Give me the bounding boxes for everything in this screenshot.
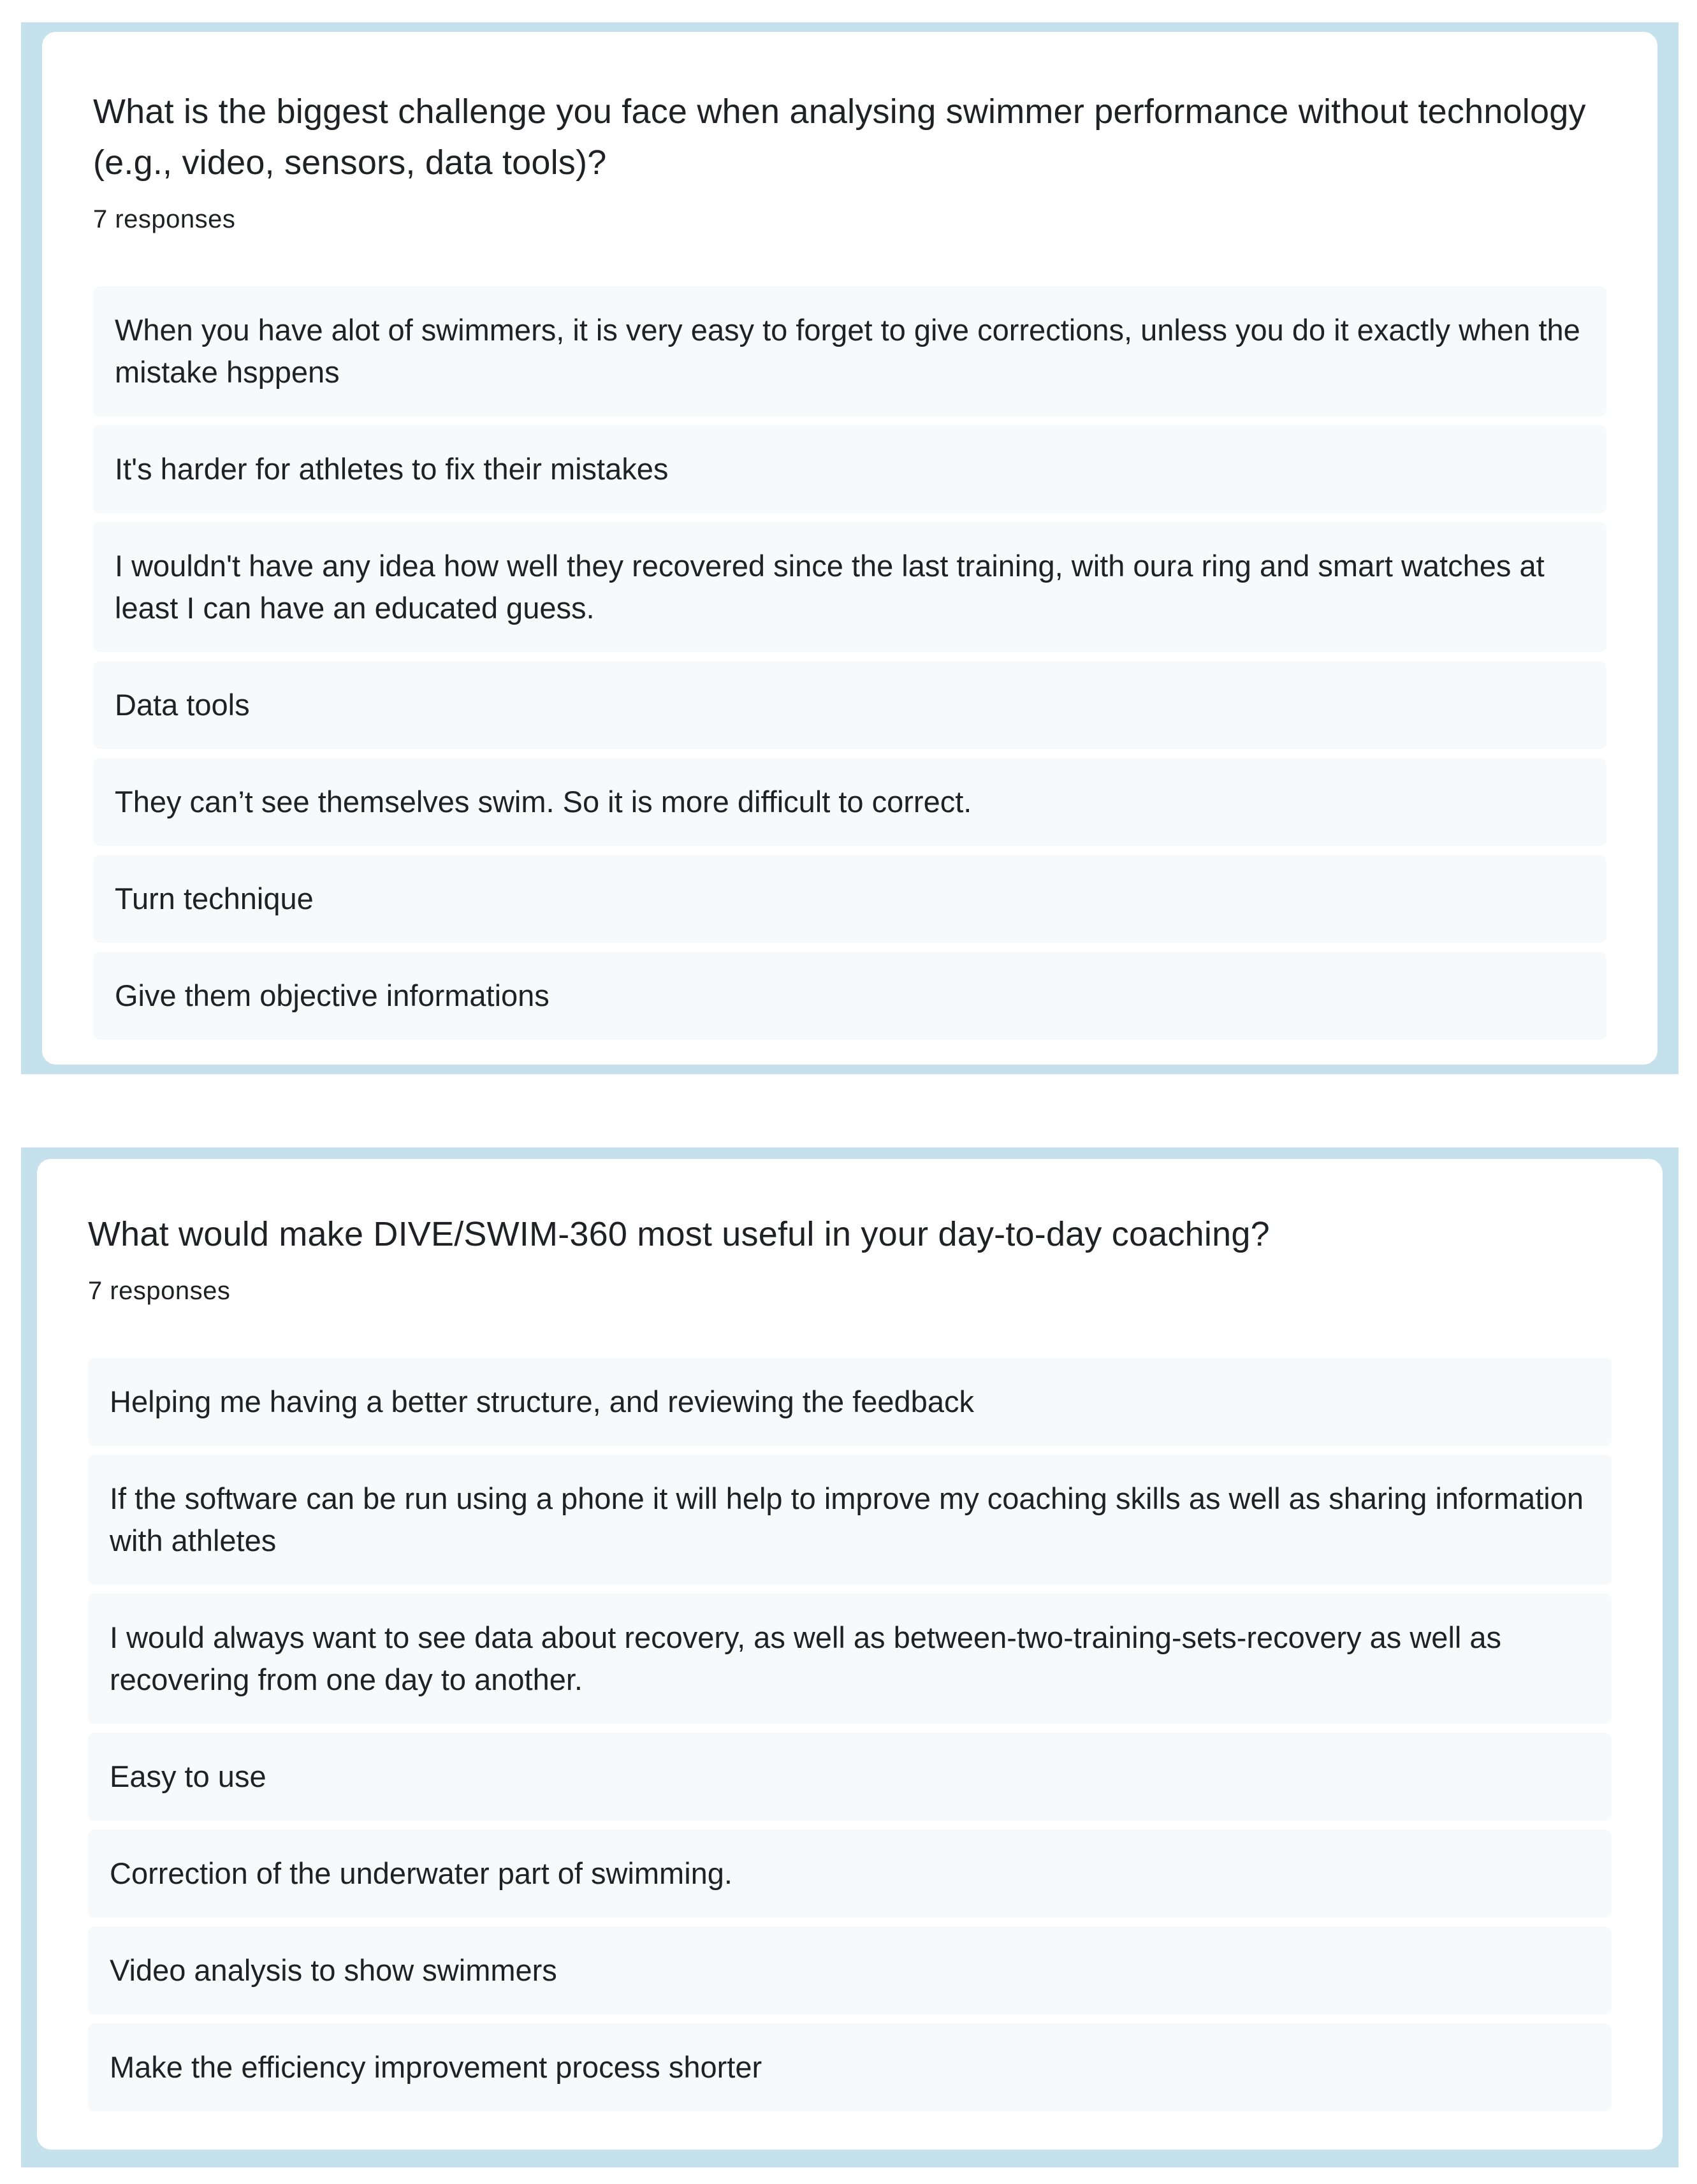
question-title: What is the biggest challenge you face when analysing swimmer performance without technology (e.g., video, sensors, data tools)? [93,92,1586,182]
question-frame-2 [21,1147,1679,2167]
question-card [42,32,1657,1065]
response-item: I wouldn't have any idea how well they recovered since the last training, with oura ring and smart watches at least I can have an educated guess. [93,522,1606,652]
response-item: It's harder for athletes to fix their mistakes [93,425,1606,513]
response-item: I would always want to see data about recovery, as well as between-two-training-sets-recovery as well as recovering from one day to another. [88,1594,1612,1724]
question-card [37,1159,1663,2150]
response-item: If the software can be run using a phone it will help to improve my coaching skills as well as sharing information with athletes [88,1455,1612,1585]
response-count: 7 responses [93,205,236,233]
response-list [88,1358,1612,2111]
response-item: Video analysis to show swimmers [88,1926,1612,2014]
response-item: They can’t see themselves swim. So it is more difficult to correct. [93,758,1606,846]
response-item: Data tools [93,661,1606,749]
response-item: When you have alot of swimmers, it is very easy to forget to give corrections, unless you do it exactly when the mistake hsppens [93,286,1606,416]
response-count: 7 responses [88,1277,231,1305]
response-item: Correction of the underwater part of swimming. [88,1830,1612,1918]
response-item: Easy to use [88,1733,1612,1821]
question-title: What would make DIVE/SWIM-360 most useful in your day-to-day coaching? [88,1215,1270,1253]
response-item: Give them objective informations [93,952,1606,1040]
question-frame-1 [21,22,1679,1074]
response-list [93,286,1606,1040]
response-item: Helping me having a better structure, and reviewing the feedback [88,1358,1612,1446]
response-item: Turn technique [93,855,1606,943]
response-item: Make the efficiency improvement process shorter [88,2023,1612,2111]
